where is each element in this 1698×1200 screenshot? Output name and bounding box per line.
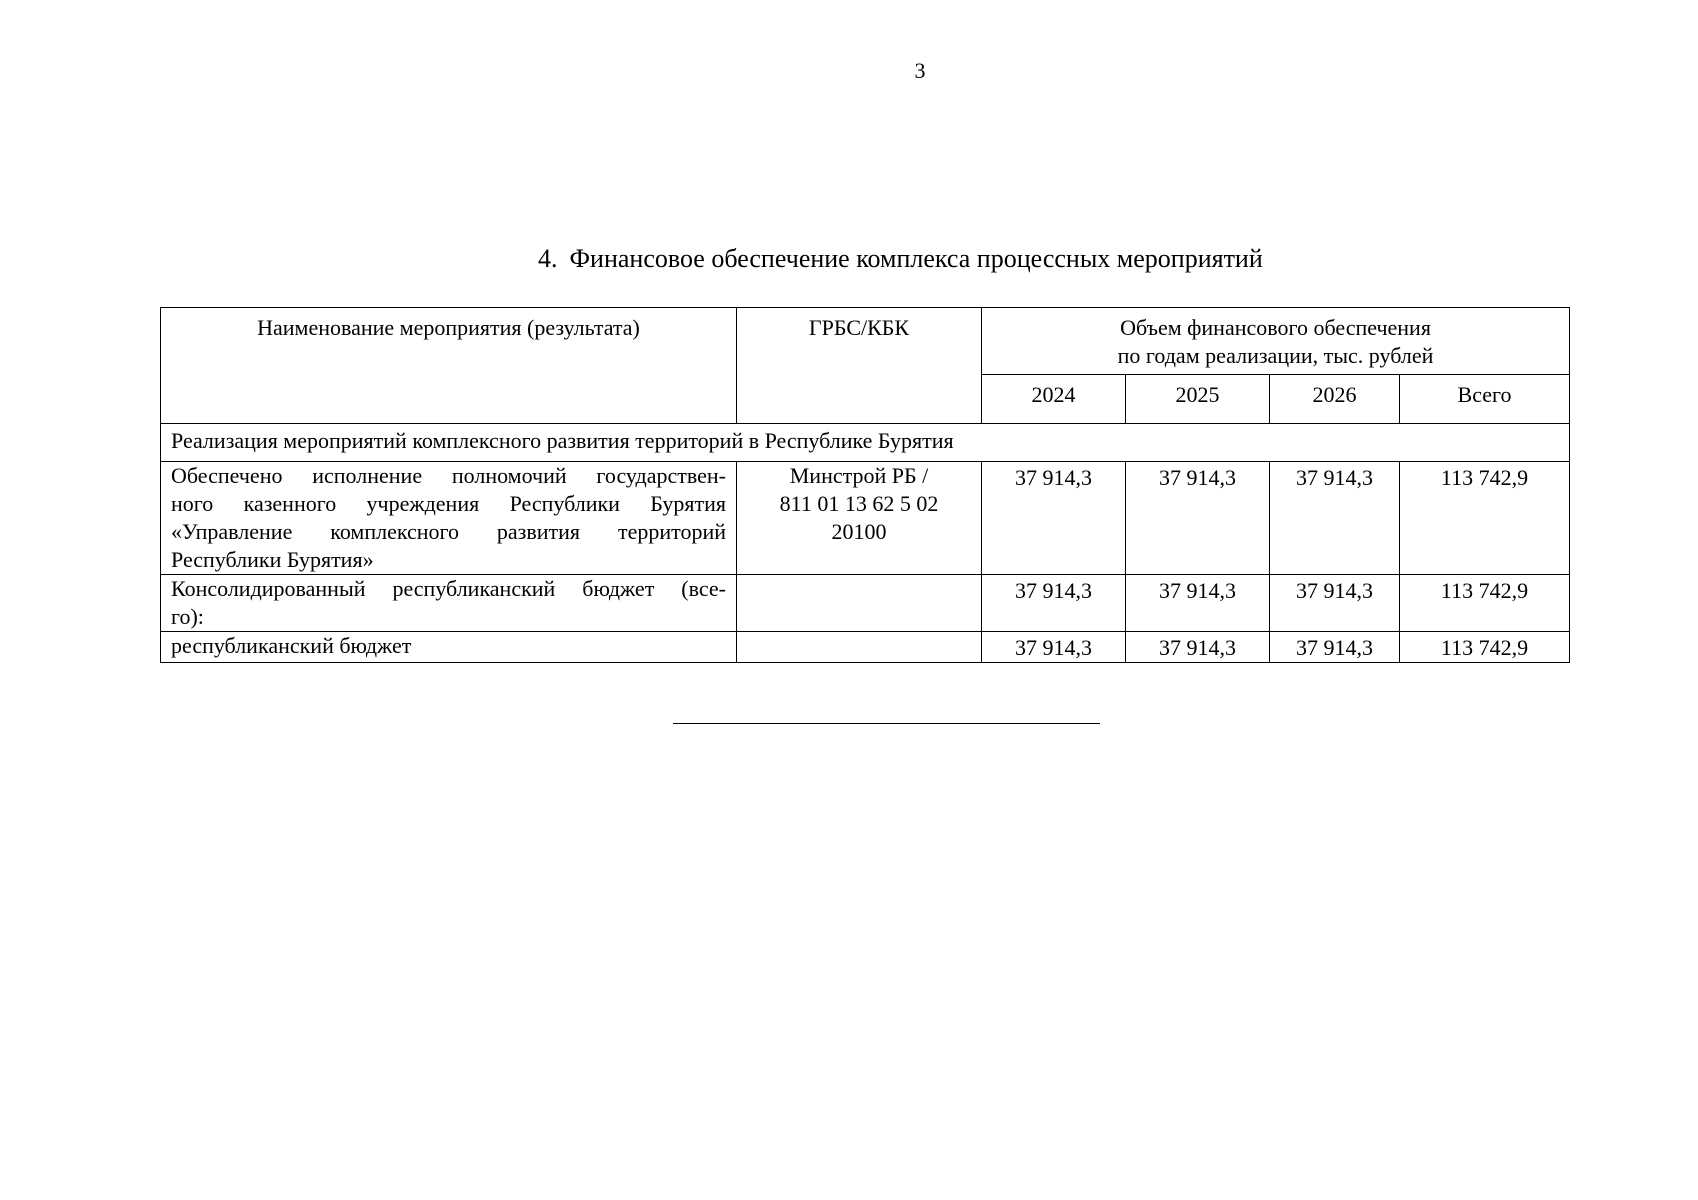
row-grbs bbox=[737, 575, 982, 632]
value-2025: 37 914,3 bbox=[1126, 462, 1270, 575]
table-row bbox=[161, 632, 1570, 663]
header-volume-line2: по годам реализации, тыс. рублей bbox=[1117, 343, 1434, 368]
row-name bbox=[161, 462, 737, 575]
value-2024: 37 914,3 bbox=[982, 462, 1126, 575]
row-grbs-line: Минстрой РБ / bbox=[789, 463, 929, 488]
value-2026: 37 914,3 bbox=[1270, 462, 1400, 575]
value-2026: 37 914,3 bbox=[1270, 575, 1400, 632]
row-grbs-line: 811 01 13 62 5 02 bbox=[779, 491, 939, 516]
value-total: 113 742,9 bbox=[1400, 632, 1570, 663]
row-grbs-line: 20100 bbox=[831, 519, 887, 544]
value-total: 113 742,9 bbox=[1400, 462, 1570, 575]
value-2025: 37 914,3 bbox=[1126, 575, 1270, 632]
footer-divider bbox=[673, 723, 1100, 724]
section-number: 4. bbox=[538, 244, 558, 273]
value-2025: 37 914,3 bbox=[1126, 632, 1270, 663]
value-2026: 37 914,3 bbox=[1270, 632, 1400, 663]
row-grbs bbox=[737, 462, 982, 575]
row-name-line: Республики Бурятия» bbox=[171, 547, 374, 572]
page-number: 3 bbox=[914, 58, 926, 83]
header-year-2024: 2024 bbox=[982, 375, 1126, 424]
row-name-line: «Управление комплексного развития территорий bbox=[171, 519, 726, 544]
row-name-line: Консолидированный республиканский бюджет (все- bbox=[171, 576, 726, 601]
row-grbs bbox=[737, 632, 982, 663]
header-volume bbox=[982, 308, 1570, 375]
row-name bbox=[161, 632, 737, 663]
value-total: 113 742,9 bbox=[1400, 575, 1570, 632]
header-grbs: ГРБС/КБК bbox=[737, 308, 982, 424]
value-2024: 37 914,3 bbox=[982, 575, 1126, 632]
value-2024: 37 914,3 bbox=[982, 632, 1126, 663]
row-name bbox=[161, 575, 737, 632]
program-section-row: Реализация мероприятий комплексного развития территорий в Республике Бурятия bbox=[161, 424, 1570, 462]
row-name-line: Обеспечено исполнение полномочий государствен- bbox=[171, 463, 726, 488]
section-title-text: Финансовое обеспечение комплекса процессных мероприятий bbox=[569, 244, 1263, 273]
row-name-line: республиканский бюджет bbox=[171, 633, 412, 658]
financing-table bbox=[160, 307, 1570, 663]
header-volume-line1: Объем финансового обеспечения bbox=[1120, 315, 1431, 340]
table-row bbox=[161, 462, 1570, 575]
row-name-line: ного казенного учреждения Республики Бурятия bbox=[171, 491, 726, 516]
header-year-2026: 2026 bbox=[1270, 375, 1400, 424]
header-total: Всего bbox=[1400, 375, 1570, 424]
table-row bbox=[161, 575, 1570, 632]
row-name-line: го): bbox=[171, 604, 204, 629]
header-name: Наименование мероприятия (результата) bbox=[161, 308, 737, 424]
header-year-2025: 2025 bbox=[1126, 375, 1270, 424]
section-title bbox=[538, 244, 1263, 274]
